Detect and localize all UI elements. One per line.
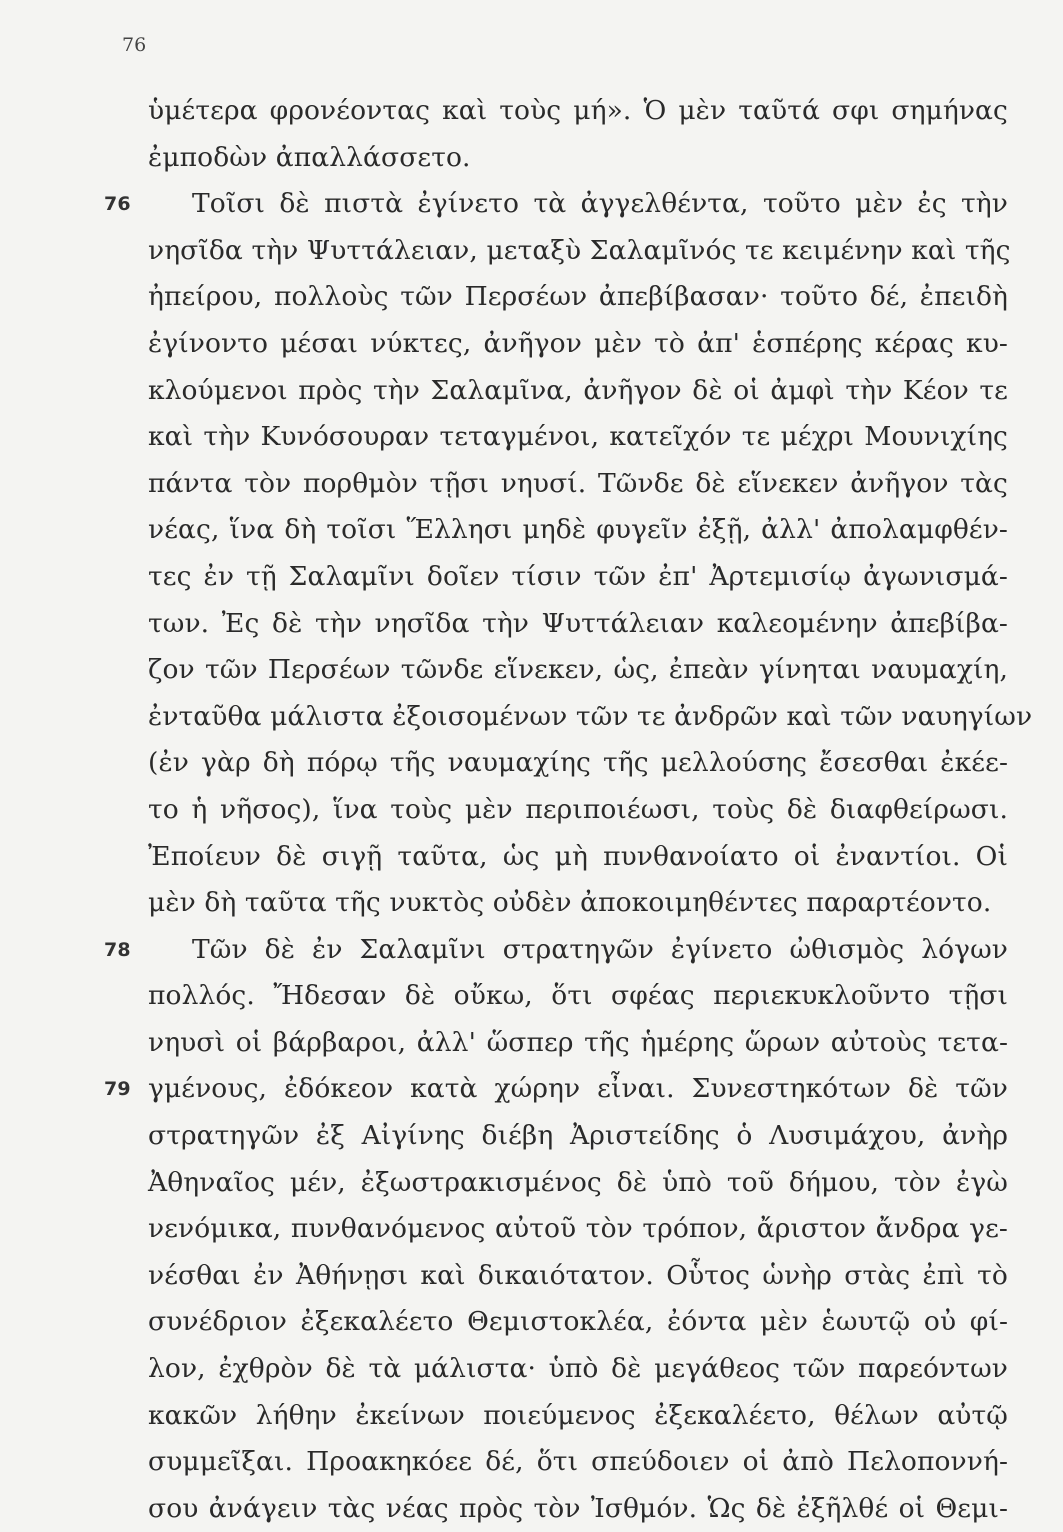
text-line bbox=[148, 787, 1008, 834]
text-line bbox=[148, 1206, 1008, 1253]
text-line bbox=[104, 181, 1008, 228]
line-text: στρατηγῶν ἐξ Αἰγίνης διέβη Ἀριστείδης ὁ Λυσιμάχου, ἀνὴρ bbox=[148, 1120, 1008, 1152]
text-line bbox=[148, 461, 1008, 508]
text-line bbox=[148, 507, 1008, 554]
line-text: νηυσὶ οἱ βάρβαροι, ἀλλ' ὥσπερ τῆς ἡμέρης ὥρων αὐτοὺς τετα- bbox=[148, 1026, 1008, 1058]
text-line bbox=[148, 368, 1008, 415]
text-line bbox=[148, 228, 1011, 275]
text-line bbox=[148, 1253, 1008, 1300]
line-text: μὲν δὴ ταῦτα τῆς νυκτὸς οὐδὲν ἀποκοιμηθέντες παραρτέοντο. bbox=[148, 887, 992, 919]
text-line bbox=[148, 1160, 1008, 1207]
line-text: κακῶν λήθην ἐκείνων ποιεύμενος ἐξεκαλέετο, θέλων αὐτῷ bbox=[148, 1399, 1008, 1431]
body-text bbox=[104, 88, 1033, 1532]
text-line bbox=[148, 973, 1008, 1020]
text-line bbox=[148, 1486, 1008, 1532]
text-line bbox=[148, 694, 1033, 741]
line-text: ἐνταῦθα μάλιστα ἐξοισομένων τῶν τε ἀνδρῶν καὶ τῶν ναυηγίων bbox=[148, 700, 1033, 732]
text-line bbox=[104, 927, 1008, 974]
text-line bbox=[148, 1439, 1008, 1486]
text-line bbox=[104, 1066, 1008, 1113]
text-line bbox=[148, 274, 1008, 321]
text-line bbox=[148, 740, 1008, 787]
text-line bbox=[148, 834, 1008, 881]
line-text: το ἡ νῆσος), ἵνα τοὺς μὲν περιποιέωσι, τοὺς δὲ διαφθείρωσι. bbox=[148, 793, 1008, 825]
line-text: νησῖδα τὴν Ψυττάλειαν, μεταξὺ Σαλαμῖνός τε κειμένην καὶ τῆς bbox=[148, 234, 1011, 266]
line-text: νέσθαι ἐν Ἀθήνῃσι καὶ δικαιότατον. Οὗτος ὡνὴρ στὰς ἐπὶ τὸ bbox=[148, 1259, 1008, 1291]
chapter-number: 79 bbox=[104, 1078, 131, 1101]
line-text: ἐγίνοντο μέσαι νύκτες, ἀνῆγον μὲν τὸ ἀπ' ἑσπέρης κέρας κυ- bbox=[148, 327, 1008, 359]
line-text: ὑμέτερα φρονέοντας καὶ τοὺς μή». Ὁ μὲν ταῦτά σφι σημήνας bbox=[148, 95, 1008, 126]
line-text: νέας, ἵνα δὴ τοῖσι Ἕλλησι μηδὲ φυγεῖν ἐξῇ, ἀλλ' ἀπολαμφθέν- bbox=[148, 514, 1008, 546]
page-number: 76 bbox=[122, 34, 147, 56]
text-line bbox=[148, 1299, 1008, 1346]
text-line bbox=[148, 601, 1008, 648]
line-text: συνέδριον ἐξεκαλέετο Θεμιστοκλέα, ἐόντα μὲν ἑωυτῷ οὐ φί- bbox=[148, 1306, 1008, 1338]
text-line bbox=[148, 321, 1008, 368]
line-text: σου ἀνάγειν τὰς νέας πρὸς τὸν Ἰσθμόν. Ὡς δὲ ἐξῆλθέ οἱ Θεμι- bbox=[148, 1492, 1008, 1524]
line-text: των. Ἐς δὲ τὴν νησῖδα τὴν Ψυττάλειαν καλεομένην ἀπεβίβα- bbox=[148, 607, 1008, 639]
text-line bbox=[148, 647, 1008, 694]
line-text: γμένους, ἐδόκεον κατὰ χώρην εἶναι. Συνεστηκότων δὲ τῶν bbox=[148, 1073, 1008, 1105]
line-text: πάντα τὸν πορθμὸν τῇσι νηυσί. Τῶνδε δὲ εἵνεκεν ἀνῆγον τὰς bbox=[148, 467, 1008, 499]
line-text: νενόμικα, πυνθανόμενος αὐτοῦ τὸν τρόπον, ἄριστον ἄνδρα γε- bbox=[148, 1213, 1008, 1245]
text-line bbox=[148, 1020, 1008, 1067]
text-line bbox=[148, 554, 1008, 601]
line-text: ζον τῶν Περσέων τῶνδε εἵνεκεν, ὡς, ἐπεὰν γίνηται ναυμαχίη, bbox=[148, 654, 1008, 686]
line-text: λον, ἐχθρὸν δὲ τὰ μάλιστα· ὑπὸ δὲ μεγάθεος τῶν παρεόντων bbox=[148, 1353, 1008, 1385]
chapter-number: 78 bbox=[104, 938, 131, 961]
line-text: κλούμενοι πρὸς τὴν Σαλαμῖνα, ἀνῆγον δὲ οἱ ἀμφὶ τὴν Κέον τε bbox=[148, 374, 1008, 406]
line-text: καὶ τὴν Κυνόσουραν τεταγμένοι, κατεῖχόν τε μέχρι Μουνιχίης bbox=[148, 421, 1008, 453]
line-text: ἠπείρου, πολλοὺς τῶν Περσέων ἀπεβίβασαν· τοῦτο δέ, ἐπειδὴ bbox=[148, 281, 1008, 313]
line-text: Ἐποίευν δὲ σιγῇ ταῦτα, ὡς μὴ πυνθανοίατο οἱ ἐναντίοι. Οἱ bbox=[148, 840, 1008, 872]
line-text: Ἀθηναῖος μέν, ἐξωστρακισμένος δὲ ὑπὸ τοῦ δήμου, τὸν ἐγὼ bbox=[148, 1166, 1008, 1198]
line-text: Τῶν δὲ ἐν Σαλαμῖνι στρατηγῶν ἐγίνετο ὠθισμὸς λόγων bbox=[192, 933, 1008, 965]
line-text: (ἐν γὰρ δὴ πόρῳ τῆς ναυμαχίης τῆς μελλούσης ἔσεσθαι ἐκέε- bbox=[148, 747, 1008, 779]
line-text: Τοῖσι δὲ πιστὰ ἐγίνετο τὰ ἀγγελθέντα, τοῦτο μὲν ἐς τὴν bbox=[192, 188, 1008, 220]
text-line bbox=[148, 1113, 1008, 1160]
text-line bbox=[148, 1393, 1008, 1440]
line-text: συμμεῖξαι. Προακηκόεε δέ, ὅτι σπεύδοιεν οἱ ἀπὸ Πελοποννή- bbox=[148, 1446, 1008, 1478]
text-line bbox=[148, 414, 1008, 461]
text-line bbox=[148, 880, 1008, 927]
chapter-number: 76 bbox=[104, 193, 131, 216]
text-line bbox=[148, 1346, 1008, 1393]
text-line bbox=[148, 88, 1008, 135]
line-text: ἐμποδὼν ἀπαλλάσσετο. bbox=[148, 141, 471, 173]
line-text: τες ἐν τῇ Σαλαμῖνι δοῖεν τίσιν τῶν ἐπ' Ἀρτεμισίῳ ἀγωνισμά- bbox=[148, 560, 1008, 592]
line-text: πολλός. Ἤδεσαν δὲ οὔκω, ὅτι σφέας περιεκυκλοῦντο τῇσι bbox=[148, 980, 1008, 1012]
text-line bbox=[148, 135, 1008, 182]
